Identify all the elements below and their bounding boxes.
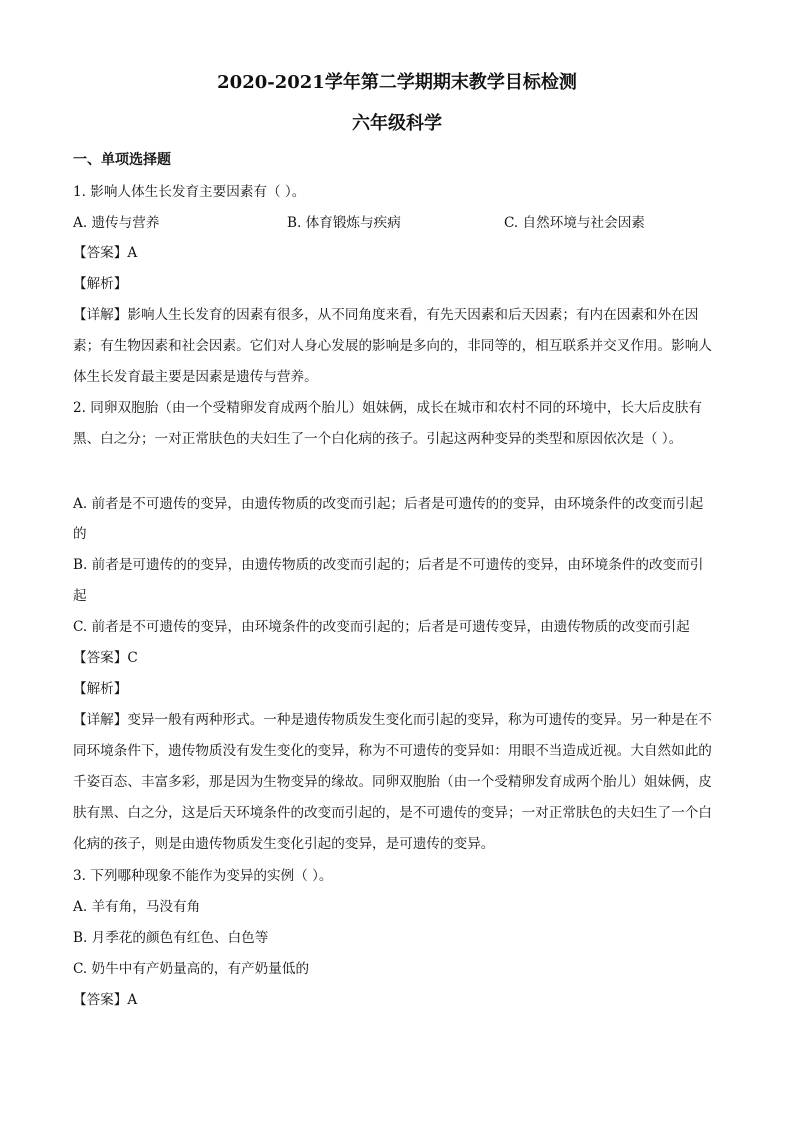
- question-2-option-c: C. 前者是不可遗传的变异，由环境条件的改变而引起的；后者是可遗传变异，由遗传物质的改变而引起: [73, 619, 690, 635]
- question-3-answer: 【答案】A: [73, 992, 138, 1008]
- question-2-option-a-line1: A. 前者是不可遗传的变异，由遗传物质的改变而引起；后者是可遗传的的变异，由环境条件的改变而引起: [73, 496, 704, 512]
- question-1-analysis-label: 【解析】: [73, 276, 128, 292]
- question-1-option-a: A. 遗传与营养: [73, 215, 160, 231]
- question-3-option-a: A. 羊有角，马没有角: [73, 899, 201, 915]
- question-2-detail: 【详解】变异一般有两种形式。一种是遗传物质发生变化而引起的变异，称为可遗传的变异。另一种是在不同环境条件下，遗传物质没有发生变化的变异，称为不可遗传的变异如：用眼不当造成近视。大自然如此的千姿百态、丰富多彩，那是因为生物变异的缘故。同卵双胞胎（由一个受精卵发育成两个胎儿）姐妹俩，皮肤有黑、白之分，这是后天环境条件的改变而引起的，是不可遗传的变异；一对正常肤色的夫妇生了一个白化病的孩子，则是由遗传物质发生变化引起的变异，是可遗传的变异。: [73, 712, 712, 852]
- question-2-analysis-label: 【解析】: [73, 681, 128, 697]
- section-heading: 一、单项选择题: [73, 152, 171, 168]
- document-subtitle: 六年级科学: [352, 113, 442, 134]
- question-1-options: [73, 208, 723, 239]
- question-2-option-a-line2: 的: [73, 526, 87, 542]
- question-2-stem: 2. 同卵双胞胎（由一个受精卵发育成两个胎儿）姐妹俩，成长在城市和农村不同的环境中，长大后皮肤有黑、白之分；一对正常肤色的夫妇生了一个白化病的孩子。引起这两种变异的类型和原因依次是（ ）。: [73, 400, 703, 447]
- document-title: 2020-2021学年第二学期期末教学目标检测: [217, 72, 577, 93]
- question-1-option-c: C. 自然环境与社会因素: [504, 215, 645, 231]
- question-2-option-b-line2: 起: [73, 588, 87, 604]
- question-3-option-b: B. 月季花的颜色有红色、白色等: [73, 930, 269, 946]
- question-1-answer: 【答案】A: [73, 245, 138, 261]
- question-2-answer: 【答案】C: [73, 650, 138, 666]
- question-3-stem: 3. 下列哪种现象不能作为变异的实例（ ）。: [73, 868, 333, 884]
- question-1-detail: 【详解】影响人生长发育的因素有很多，从不同角度来看，有先天因素和后天因素；有内在因素和外在因素；有生物因素和社会因素。它们对人身心发展的影响是多向的，非同等的，相互联系并交叉作用。影响人体生长发育最主要是因素是遗传与营养。: [73, 307, 712, 385]
- question-3-option-c: C. 奶牛中有产奶量高的，有产奶量低的: [73, 961, 310, 977]
- question-1-option-b: B. 体育锻炼与疾病: [287, 215, 401, 231]
- question-2-option-b-line1: B. 前者是可遗传的的变异，由遗传物质的改变而引起的；后者是不可遗传的变异，由环境条件的改变而引: [73, 557, 704, 573]
- question-1-stem: 1. 影响人体生长发育主要因素有（ ）。: [73, 184, 306, 200]
